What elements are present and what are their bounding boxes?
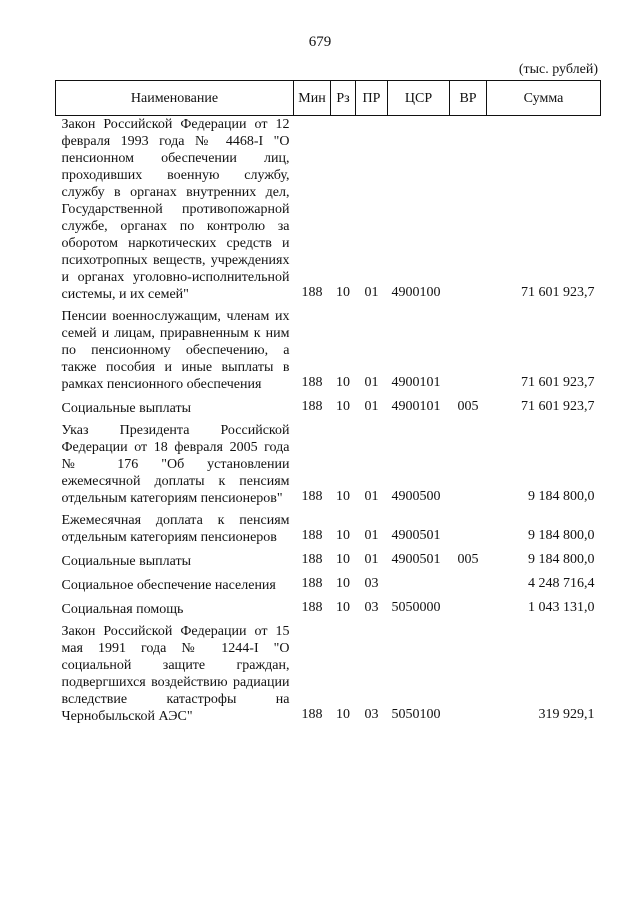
row-csr: 4900101 — [391, 399, 441, 414]
row-min: 188 — [301, 707, 323, 722]
row-sum: 319 929,1 — [538, 707, 595, 722]
table-row — [56, 570, 601, 594]
row-csr: 4900501 — [391, 552, 441, 567]
row-sum: 1 043 131,0 — [528, 600, 595, 615]
row-min: 188 — [301, 489, 323, 504]
row-rz: 10 — [336, 707, 350, 722]
row-csr: 4900101 — [391, 375, 441, 390]
row-csr: 4900500 — [391, 489, 441, 504]
row-vr — [450, 570, 487, 594]
header-name: Наименование — [56, 81, 294, 116]
row-rz: 10 — [336, 375, 350, 390]
page-number: 679 — [308, 34, 332, 50]
row-rz: 10 — [336, 576, 350, 591]
table-row — [56, 507, 601, 546]
row-vr: 005 — [457, 399, 479, 414]
row-name: Пенсии военнослужащим, членам их семей и лицам, приравненным к ним по пенсионному обеспечению, а также пособия и иные выплаты в рамках пенсионного обеспечения — [61, 309, 290, 392]
row-name: Социальные выплаты — [61, 401, 192, 416]
header-csr: ЦСР — [388, 81, 450, 116]
row-sum: 4 248 716,4 — [528, 576, 595, 591]
header-vr: ВР — [450, 81, 487, 116]
row-name: Социальная помощь — [61, 602, 184, 617]
row-pr: 01 — [364, 552, 379, 567]
table-row — [56, 303, 601, 393]
row-rz: 10 — [336, 399, 350, 414]
row-sum: 9 184 800,0 — [528, 552, 595, 567]
row-pr: 03 — [364, 600, 379, 615]
row-pr: 03 — [364, 576, 379, 591]
row-pr: 01 — [364, 528, 379, 543]
row-csr: 5050100 — [391, 707, 441, 722]
row-vr — [450, 417, 487, 507]
row-min: 188 — [301, 399, 323, 414]
row-min: 188 — [301, 552, 323, 567]
row-sum: 71 601 923,7 — [521, 285, 595, 300]
row-sum: 9 184 800,0 — [528, 528, 595, 543]
row-rz: 10 — [336, 285, 350, 300]
table-header-row — [56, 81, 601, 116]
row-pr: 01 — [364, 489, 379, 504]
row-min: 188 — [301, 375, 323, 390]
row-csr — [388, 570, 450, 594]
row-min: 188 — [301, 600, 323, 615]
row-rz: 10 — [336, 600, 350, 615]
row-rz: 10 — [336, 489, 350, 504]
row-vr — [450, 594, 487, 618]
table-row — [56, 546, 601, 570]
row-rz: 10 — [336, 552, 350, 567]
header-sum: Сумма — [487, 81, 601, 116]
row-rz: 10 — [336, 528, 350, 543]
units-label: (тыс. рублей) — [518, 62, 598, 77]
row-name: Указ Президента Российской Федерации от 18 февраля 2005 года № 176 "Об установлении ежемесячной доплаты к пенсиям отдельным категориям пенсионеров" — [61, 423, 290, 506]
row-pr: 01 — [364, 285, 379, 300]
row-name: Ежемесячная доплата к пенсиям отдельным категориям пенсионеров — [61, 513, 290, 545]
table-row — [56, 393, 601, 417]
row-vr: 005 — [457, 552, 479, 567]
table-row — [56, 417, 601, 507]
row-min: 188 — [301, 528, 323, 543]
row-sum: 9 184 800,0 — [528, 489, 595, 504]
row-csr: 4900100 — [391, 285, 441, 300]
row-vr — [450, 116, 487, 304]
row-pr: 03 — [364, 707, 379, 722]
row-csr: 4900501 — [391, 528, 441, 543]
row-pr: 01 — [364, 375, 379, 390]
row-csr: 5050000 — [391, 600, 441, 615]
row-sum: 71 601 923,7 — [521, 399, 595, 414]
table-row — [56, 116, 601, 304]
header-rz: Рз — [331, 81, 356, 116]
row-vr — [450, 303, 487, 393]
header-pr: ПР — [356, 81, 388, 116]
table-row — [56, 594, 601, 618]
budget-table — [55, 80, 601, 725]
row-min: 188 — [301, 576, 323, 591]
row-sum: 71 601 923,7 — [521, 375, 595, 390]
row-name: Социальные выплаты — [61, 554, 192, 569]
row-pr: 01 — [364, 399, 379, 414]
row-vr — [450, 507, 487, 546]
row-name: Социальное обеспечение населения — [61, 578, 276, 593]
row-min: 188 — [301, 285, 323, 300]
table-row — [56, 618, 601, 725]
row-name: Закон Российской Федерации от 15 мая 1991 года № 1244-I "О социальной защите граждан, подвергшихся воздействию радиации вследствие катастрофы на Чернобыльской АЭС" — [61, 624, 290, 724]
row-vr — [450, 618, 487, 725]
row-name: Закон Российской Федерации от 12 февраля 1993 года № 4468-I "О пенсионном обеспечении лиц, проходивших военную службу, службу в органах внутренних дел, Государственной противопожарной службе, органах по контролю за оборотом наркотических средств и психотропных веществ, учреждениях и органах уголовно-исполнительной системы, и их семей" — [61, 117, 290, 302]
header-min: Мин — [294, 81, 331, 116]
